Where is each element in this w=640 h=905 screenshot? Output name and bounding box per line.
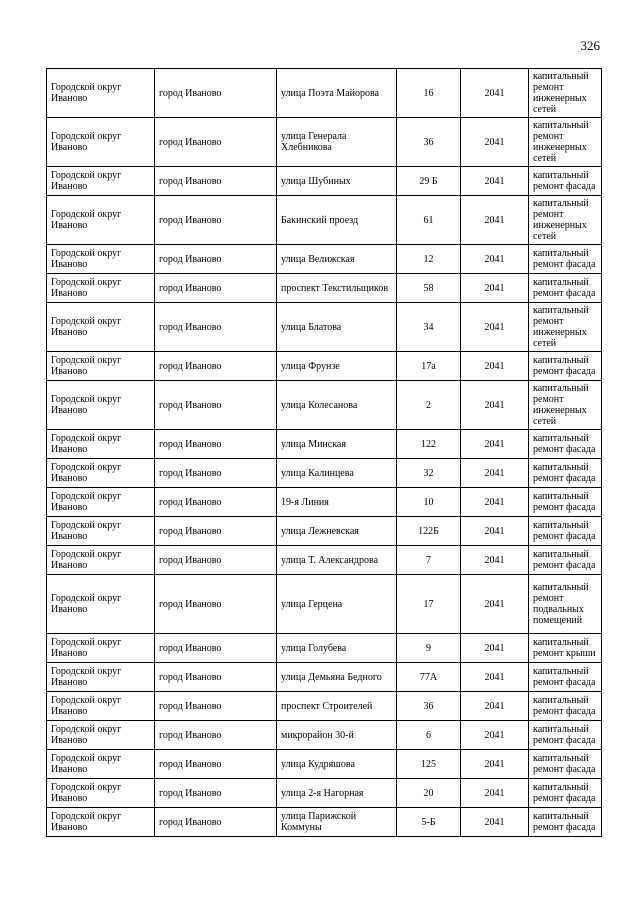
house-number-cell: 7 bbox=[397, 546, 461, 575]
district-cell: Городской округ Иваново bbox=[47, 808, 155, 837]
table-row bbox=[47, 430, 602, 459]
house-number-cell: 10 bbox=[397, 488, 461, 517]
table-body bbox=[47, 69, 602, 837]
district-cell: Городской округ Иваново bbox=[47, 779, 155, 808]
year-cell: 2041 bbox=[461, 118, 529, 167]
work-type-cell: капитальный ремонт инженерных сетей bbox=[529, 69, 602, 118]
page-number: 326 bbox=[580, 38, 600, 53]
settlement-cell: город Иваново bbox=[155, 381, 277, 430]
house-number-cell: 12 bbox=[397, 245, 461, 274]
district-cell: Городской округ Иваново bbox=[47, 69, 155, 118]
year-cell: 2041 bbox=[461, 352, 529, 381]
street-cell: улица Фрунзе bbox=[277, 352, 397, 381]
work-type-cell: капитальный ремонт фасада bbox=[529, 274, 602, 303]
table-row bbox=[47, 779, 602, 808]
table-row bbox=[47, 750, 602, 779]
table-row bbox=[47, 69, 602, 118]
district-cell: Городской округ Иваново bbox=[47, 352, 155, 381]
district-cell: Городской округ Иваново bbox=[47, 692, 155, 721]
house-number-cell: 122Б bbox=[397, 517, 461, 546]
year-cell: 2041 bbox=[461, 808, 529, 837]
street-cell: улица Минская bbox=[277, 430, 397, 459]
street-cell: 19-я Линия bbox=[277, 488, 397, 517]
work-type-cell: капитальный ремонт фасада bbox=[529, 779, 602, 808]
house-number-cell: 77А bbox=[397, 663, 461, 692]
work-type-cell: капитальный ремонт фасада bbox=[529, 721, 602, 750]
house-number-cell: 16 bbox=[397, 69, 461, 118]
street-cell: улица Кудряшова bbox=[277, 750, 397, 779]
district-cell: Городской округ Иваново bbox=[47, 750, 155, 779]
year-cell: 2041 bbox=[461, 721, 529, 750]
year-cell: 2041 bbox=[461, 303, 529, 352]
year-cell: 2041 bbox=[461, 69, 529, 118]
street-cell: проспект Строителей bbox=[277, 692, 397, 721]
settlement-cell: город Иваново bbox=[155, 488, 277, 517]
street-cell: проспект Текстильщиков bbox=[277, 274, 397, 303]
street-cell: улица 2-я Нагорная bbox=[277, 779, 397, 808]
settlement-cell: город Иваново bbox=[155, 517, 277, 546]
street-cell: улица Велижская bbox=[277, 245, 397, 274]
settlement-cell: город Иваново bbox=[155, 196, 277, 245]
settlement-cell: город Иваново bbox=[155, 575, 277, 634]
settlement-cell: город Иваново bbox=[155, 808, 277, 837]
house-number-cell: 58 bbox=[397, 274, 461, 303]
house-number-cell: 29 Б bbox=[397, 167, 461, 196]
settlement-cell: город Иваново bbox=[155, 692, 277, 721]
work-type-cell: капитальный ремонт инженерных сетей bbox=[529, 381, 602, 430]
street-cell: улица Калинцева bbox=[277, 459, 397, 488]
year-cell: 2041 bbox=[461, 488, 529, 517]
year-cell: 2041 bbox=[461, 459, 529, 488]
settlement-cell: город Иваново bbox=[155, 118, 277, 167]
street-cell: улица Лежневская bbox=[277, 517, 397, 546]
year-cell: 2041 bbox=[461, 692, 529, 721]
work-type-cell: капитальный ремонт фасада bbox=[529, 167, 602, 196]
work-type-cell: капитальный ремонт фасада bbox=[529, 352, 602, 381]
district-cell: Городской округ Иваново bbox=[47, 459, 155, 488]
settlement-cell: город Иваново bbox=[155, 245, 277, 274]
work-type-cell: капитальный ремонт инженерных сетей bbox=[529, 118, 602, 167]
year-cell: 2041 bbox=[461, 430, 529, 459]
table-row bbox=[47, 546, 602, 575]
house-number-cell: 32 bbox=[397, 459, 461, 488]
district-cell: Городской округ Иваново bbox=[47, 245, 155, 274]
settlement-cell: город Иваново bbox=[155, 69, 277, 118]
table-row bbox=[47, 167, 602, 196]
table-row bbox=[47, 517, 602, 546]
work-type-cell: капитальный ремонт фасада bbox=[529, 663, 602, 692]
table-row bbox=[47, 118, 602, 167]
district-cell: Городской округ Иваново bbox=[47, 303, 155, 352]
street-cell: улица Колесанова bbox=[277, 381, 397, 430]
house-number-cell: 36 bbox=[397, 692, 461, 721]
table-row bbox=[47, 488, 602, 517]
table-row bbox=[47, 381, 602, 430]
work-type-cell: капитальный ремонт фасада bbox=[529, 430, 602, 459]
house-number-cell: 36 bbox=[397, 118, 461, 167]
district-cell: Городской округ Иваново bbox=[47, 430, 155, 459]
settlement-cell: город Иваново bbox=[155, 167, 277, 196]
house-number-cell: 125 bbox=[397, 750, 461, 779]
settlement-cell: город Иваново bbox=[155, 274, 277, 303]
house-number-cell: 122 bbox=[397, 430, 461, 459]
street-cell: улица Поэта Майорова bbox=[277, 69, 397, 118]
district-cell: Городской округ Иваново bbox=[47, 663, 155, 692]
settlement-cell: город Иваново bbox=[155, 303, 277, 352]
table-row bbox=[47, 692, 602, 721]
table-row bbox=[47, 245, 602, 274]
table-row bbox=[47, 459, 602, 488]
settlement-cell: город Иваново bbox=[155, 721, 277, 750]
year-cell: 2041 bbox=[461, 750, 529, 779]
settlement-cell: город Иваново bbox=[155, 352, 277, 381]
street-cell: улица Генерала Хлебникова bbox=[277, 118, 397, 167]
district-cell: Городской округ Иваново bbox=[47, 118, 155, 167]
table-row bbox=[47, 274, 602, 303]
street-cell: Бакинский проезд bbox=[277, 196, 397, 245]
table-row bbox=[47, 352, 602, 381]
table-row bbox=[47, 808, 602, 837]
work-type-cell: капитальный ремонт фасада bbox=[529, 517, 602, 546]
house-number-cell: 17а bbox=[397, 352, 461, 381]
year-cell: 2041 bbox=[461, 779, 529, 808]
district-cell: Городской округ Иваново bbox=[47, 721, 155, 750]
district-cell: Городской округ Иваново bbox=[47, 634, 155, 663]
street-cell: улица Голубева bbox=[277, 634, 397, 663]
work-type-cell: капитальный ремонт инженерных сетей bbox=[529, 196, 602, 245]
house-number-cell: 61 bbox=[397, 196, 461, 245]
year-cell: 2041 bbox=[461, 196, 529, 245]
house-number-cell: 2 bbox=[397, 381, 461, 430]
district-cell: Городской округ Иваново bbox=[47, 488, 155, 517]
house-number-cell: 9 bbox=[397, 634, 461, 663]
district-cell: Городской округ Иваново bbox=[47, 517, 155, 546]
work-type-cell: капитальный ремонт подвальных помещений bbox=[529, 575, 602, 634]
street-cell: улица Герцена bbox=[277, 575, 397, 634]
settlement-cell: город Иваново bbox=[155, 546, 277, 575]
table-row bbox=[47, 303, 602, 352]
street-cell: улица Шубиных bbox=[277, 167, 397, 196]
settlement-cell: город Иваново bbox=[155, 750, 277, 779]
year-cell: 2041 bbox=[461, 167, 529, 196]
year-cell: 2041 bbox=[461, 245, 529, 274]
year-cell: 2041 bbox=[461, 274, 529, 303]
work-type-cell: капитальный ремонт фасада bbox=[529, 546, 602, 575]
district-cell: Городской округ Иваново bbox=[47, 575, 155, 634]
table-row bbox=[47, 663, 602, 692]
district-cell: Городской округ Иваново bbox=[47, 381, 155, 430]
house-number-cell: 6 bbox=[397, 721, 461, 750]
table-row bbox=[47, 575, 602, 634]
street-cell: улица Блатова bbox=[277, 303, 397, 352]
settlement-cell: город Иваново bbox=[155, 779, 277, 808]
work-type-cell: капитальный ремонт фасада bbox=[529, 245, 602, 274]
district-cell: Городской округ Иваново bbox=[47, 546, 155, 575]
settlement-cell: город Иваново bbox=[155, 663, 277, 692]
district-cell: Городской округ Иваново bbox=[47, 274, 155, 303]
street-cell: микрорайон 30-й bbox=[277, 721, 397, 750]
year-cell: 2041 bbox=[461, 634, 529, 663]
settlement-cell: город Иваново bbox=[155, 430, 277, 459]
work-type-cell: капитальный ремонт фасада bbox=[529, 692, 602, 721]
district-cell: Городской округ Иваново bbox=[47, 196, 155, 245]
work-type-cell: капитальный ремонт инженерных сетей bbox=[529, 303, 602, 352]
table-row bbox=[47, 634, 602, 663]
settlement-cell: город Иваново bbox=[155, 459, 277, 488]
street-cell: улица Демьяна Бедного bbox=[277, 663, 397, 692]
work-type-cell: капитальный ремонт фасада bbox=[529, 459, 602, 488]
year-cell: 2041 bbox=[461, 546, 529, 575]
year-cell: 2041 bbox=[461, 381, 529, 430]
table-row bbox=[47, 721, 602, 750]
house-number-cell: 17 bbox=[397, 575, 461, 634]
house-number-cell: 20 bbox=[397, 779, 461, 808]
street-cell: улица Т. Александрова bbox=[277, 546, 397, 575]
year-cell: 2041 bbox=[461, 663, 529, 692]
street-cell: улица Парижской Коммуны bbox=[277, 808, 397, 837]
house-number-cell: 5-Б bbox=[397, 808, 461, 837]
work-type-cell: капитальный ремонт фасада bbox=[529, 488, 602, 517]
district-cell: Городской округ Иваново bbox=[47, 167, 155, 196]
table-row bbox=[47, 196, 602, 245]
work-type-cell: капитальный ремонт фасада bbox=[529, 808, 602, 837]
settlement-cell: город Иваново bbox=[155, 634, 277, 663]
year-cell: 2041 bbox=[461, 575, 529, 634]
house-number-cell: 34 bbox=[397, 303, 461, 352]
repair-registry-table bbox=[46, 68, 602, 837]
work-type-cell: капитальный ремонт фасада bbox=[529, 750, 602, 779]
work-type-cell: капитальный ремонт крыши bbox=[529, 634, 602, 663]
year-cell: 2041 bbox=[461, 517, 529, 546]
